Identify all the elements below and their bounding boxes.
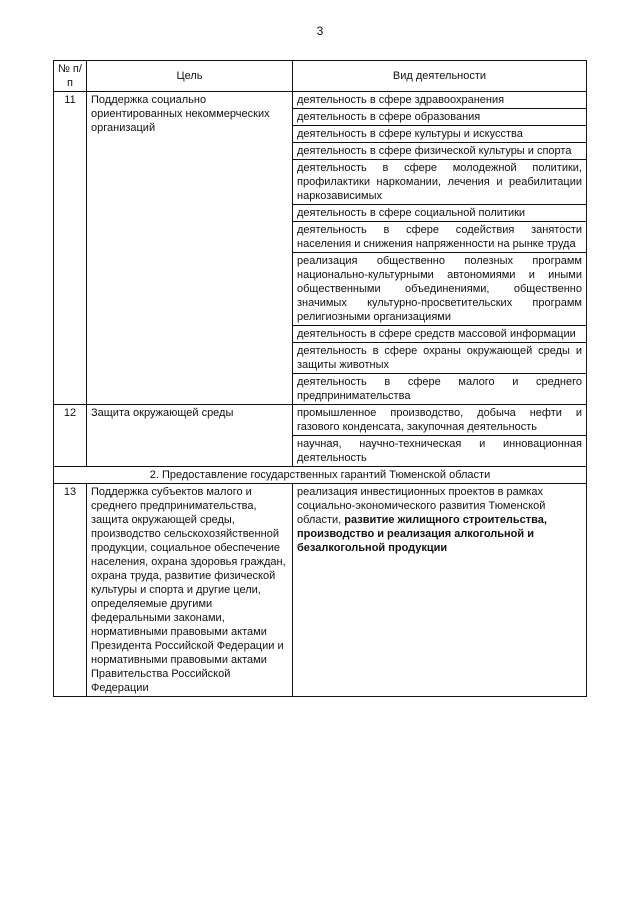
- activity-text: реализация инвестиционных проектов в рамках социально-экономического развития Тюменской области,: [297, 486, 546, 526]
- activity-cell: реализация общественно полезных программ национально-культурными автономиями и иными общественными объединениями, общественно значимых культурно-просветительских программ религиозными организациями: [293, 253, 587, 326]
- activity-cell: научная, научно-техническая и инновационная деятельность: [293, 436, 587, 467]
- section-row: [54, 467, 587, 484]
- header-num: № п/п: [54, 61, 87, 92]
- row-goal: Поддержка социально ориентированных некоммерческих организаций: [87, 92, 293, 405]
- table-row: [54, 484, 587, 697]
- activities-table: [53, 60, 587, 697]
- activity-cell: деятельность в сфере социальной политики: [293, 205, 587, 222]
- activity-cell: деятельность в сфере образования: [293, 109, 587, 126]
- activity-cell: деятельность в сфере молодежной политики, профилактики наркомании, лечения и реабилитации наркозависимых: [293, 160, 587, 205]
- row-number: 12: [54, 405, 87, 467]
- table-row: [54, 92, 587, 109]
- row-goal: Защита окружающей среды: [87, 405, 293, 467]
- row-number: 11: [54, 92, 87, 405]
- activity-cell: деятельность в сфере здравоохранения: [293, 92, 587, 109]
- row-number: 13: [54, 484, 87, 697]
- activity-cell: [293, 484, 587, 697]
- table-header-row: [54, 61, 587, 92]
- header-activity: Вид деятельности: [293, 61, 587, 92]
- table-row: [54, 405, 587, 436]
- activity-cell: деятельность в сфере средств массовой информации: [293, 326, 587, 343]
- activity-cell: деятельность в сфере культуры и искусства: [293, 126, 587, 143]
- section-heading: 2. Предоставление государственных гарантий Тюменской области: [54, 467, 587, 484]
- activity-cell: деятельность в сфере физической культуры и спорта: [293, 143, 587, 160]
- activity-cell: деятельность в сфере содействия занятости населения и снижения напряженности на рынке труда: [293, 222, 587, 253]
- header-goal: Цель: [87, 61, 293, 92]
- row-goal: Поддержка субъектов малого и среднего предпринимательства, защита окружающей среды, производство сельскохозяйственной продукции, социальное обеспечение населения, охрана здоровья граждан, охрана труда, развитие физической культуры и спорта и другие цели, определяемые другими федеральными законами, нормативными правовыми актами Президента Российской Федерации и нормативными правовыми актами Правительства Российской Федерации: [87, 484, 293, 697]
- activity-cell: деятельность в сфере малого и среднего предпринимательства: [293, 374, 587, 405]
- page-number: 3: [316, 24, 324, 38]
- activity-cell: деятельность в сфере охраны окружающей среды и защиты животных: [293, 343, 587, 374]
- activity-cell: промышленное производство, добыча нефти и газового конденсата, закупочная деятельность: [293, 405, 587, 436]
- activity-text-bold: развитие жилищного строительства, производство и реализация алкогольной и безалкогольной продукции: [297, 514, 547, 554]
